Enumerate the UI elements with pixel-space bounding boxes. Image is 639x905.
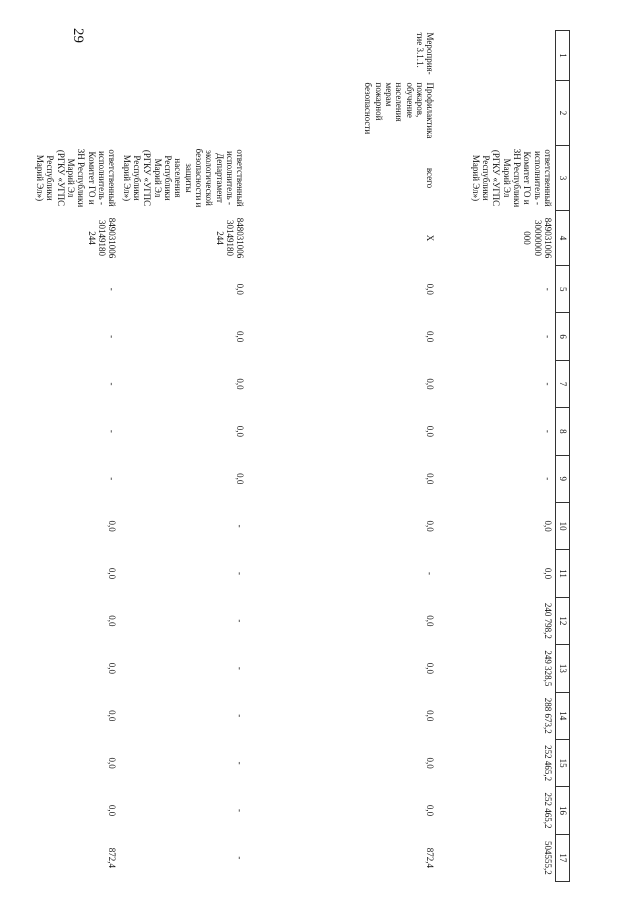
cell-value: - — [107, 335, 118, 339]
cell-value: - — [107, 382, 118, 386]
cell-c1: Мероприя-тие 3.1.1. — [415, 32, 436, 75]
cell-value: 0,0 — [425, 283, 436, 295]
table-row — [248, 31, 438, 882]
column-header: 16 — [556, 787, 570, 834]
cell-value: 0,0 — [425, 804, 436, 817]
column-header: 6 — [556, 313, 570, 360]
column-header: 17 — [556, 834, 570, 881]
column-header: 10 — [556, 502, 570, 549]
cell-value: 0,0 — [107, 520, 118, 532]
cell-value: 0,0 — [235, 283, 246, 295]
column-header: 14 — [556, 692, 570, 739]
cell-value: 872,4 — [107, 847, 118, 868]
cell-value: 0,0 — [107, 662, 118, 674]
cell-value: - — [543, 287, 553, 291]
cell-value: - — [543, 382, 553, 386]
budget-table — [0, 30, 570, 882]
cell-value: - — [235, 808, 246, 812]
cell-value: 0,0 — [235, 378, 246, 390]
table-row — [438, 31, 556, 882]
cell-value: 0,0 — [107, 710, 118, 722]
cell-c4: 848031006 30149180 244 — [214, 217, 246, 259]
cell-value: 0,0 — [425, 330, 436, 343]
cell-c3: ответственный исполнитель - Комитет ГО и ЗН Республики Марий Эл (РГКУ «УГПС Республики Марий Эл») — [470, 148, 553, 208]
column-header: 8 — [556, 408, 570, 455]
cell-value: 0,0 — [107, 567, 118, 580]
cell-c4: Х — [425, 234, 436, 242]
cell-value: 0,0 — [425, 710, 436, 722]
column-header: 2 — [556, 81, 570, 146]
cell-value: 0,0 — [425, 425, 436, 437]
column-header: 7 — [556, 360, 570, 407]
cell-value: 0,0 — [543, 520, 553, 532]
cell-c2: Профилактика пожаров, обучение населения мерам пожарной безопасности — [363, 82, 436, 139]
cell-value: 0,0 — [425, 757, 436, 769]
cell-value: 0,0 — [425, 378, 436, 390]
cell-value: - — [543, 429, 553, 433]
column-header: 13 — [556, 645, 570, 692]
cell-c4: 849031006 30000000 000 — [522, 217, 553, 259]
page-number: 29 — [70, 28, 86, 43]
cell-c2 — [119, 81, 247, 146]
cell-value: 0,0 — [425, 520, 436, 532]
cell-value: 0,0 — [107, 757, 118, 769]
column-header: 11 — [556, 550, 570, 597]
cell-value: - — [235, 619, 246, 623]
cell-value: 0,0 — [425, 473, 436, 485]
cell-value: - — [107, 477, 118, 481]
cell-value: - — [235, 666, 246, 670]
table-row — [0, 31, 119, 882]
cell-value: 0,0 — [235, 330, 246, 343]
cell-value: 504555,2 — [543, 841, 553, 875]
column-header: 9 — [556, 455, 570, 502]
column-header: 5 — [556, 266, 570, 313]
column-header: 1 — [556, 31, 570, 81]
cell-value: - — [107, 429, 118, 433]
cell-value: 872,4 — [425, 847, 436, 868]
cell-value: 0,0 — [425, 615, 436, 627]
cell-c1 — [438, 31, 556, 81]
column-header: 12 — [556, 597, 570, 644]
column-header: 4 — [556, 211, 570, 266]
cell-value: 240 798,2 — [543, 602, 553, 639]
table-body — [0, 31, 556, 882]
cell-c1 — [119, 31, 247, 81]
cell-c1 — [0, 31, 119, 81]
cell-c3: ответственный исполнитель - Комитет ГО и ЗН Республики Марий Эл (РГКУ «УГПС Республики Марий Эл») — [34, 148, 118, 208]
cell-value: 0,0 — [235, 473, 246, 485]
cell-value: 0,0 — [543, 567, 553, 580]
cell-value: - — [107, 287, 118, 291]
cell-value: 288 673,2 — [543, 697, 553, 734]
column-header: 3 — [556, 146, 570, 211]
cell-value: - — [543, 335, 553, 339]
cell-c4: 849031006 30149180 244 — [86, 217, 118, 259]
cell-value: - — [235, 856, 246, 860]
cell-value: - — [543, 477, 553, 481]
cell-value: - — [235, 524, 246, 528]
column-number-row — [556, 31, 570, 882]
cell-value: 252 465,2 — [543, 792, 553, 829]
cell-value: 0,0 — [235, 425, 246, 437]
cell-value: - — [235, 572, 246, 576]
cell-c2 — [0, 81, 119, 146]
cell-c3: всего — [425, 167, 436, 189]
cell-value: 0,0 — [107, 804, 118, 817]
cell-c2 — [438, 81, 556, 146]
cell-value: 249 328,5 — [543, 650, 553, 687]
cell-value: 0,0 — [107, 615, 118, 627]
cell-value: 252 465,2 — [543, 745, 553, 782]
column-header: 15 — [556, 739, 570, 786]
cell-c3: ответственный исполнитель - Департамент экологической безопасности и защиты населения Республики Марий Эл (РГКУ «УГПС Республики Марий Эл») — [121, 148, 246, 208]
cell-value: - — [425, 572, 436, 576]
table-row — [119, 31, 247, 882]
cell-value: - — [235, 761, 246, 765]
cell-value: 0,0 — [425, 662, 436, 674]
cell-value: - — [235, 714, 246, 718]
